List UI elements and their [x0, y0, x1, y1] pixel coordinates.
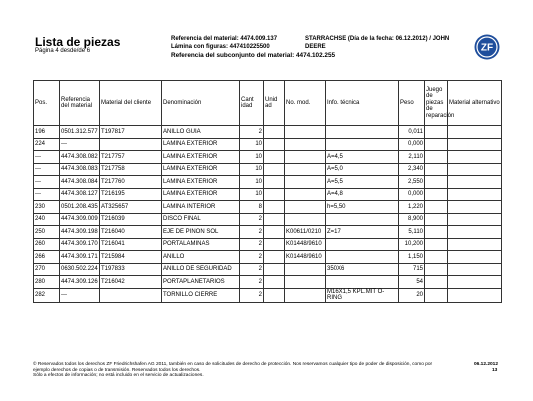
table-cell [264, 263, 285, 276]
table-cell: 2,550 [399, 176, 425, 189]
table-row [34, 251, 502, 264]
table-cell: T216039 [100, 213, 162, 226]
table-cell: 2 [240, 263, 264, 276]
table-cell: LAMINA EXTERIOR [162, 163, 240, 176]
legal-line-2: ejemplo derechos de copias o de transmisión. Reservados todos los derechos. [33, 367, 201, 373]
table-cell [264, 138, 285, 151]
table-cell [448, 263, 502, 276]
state-line-2: DEERE [305, 44, 326, 50]
column-header: Peso [399, 81, 425, 126]
state-line-1: STARRACHSE (Día de la fecha: 06.12.2012) / JOHN [305, 36, 450, 42]
table-cell: LAMINA INTERIOR [162, 201, 240, 214]
table-cell [448, 176, 502, 189]
table-cell: --- [34, 163, 60, 176]
table-cell [448, 163, 502, 176]
table-cell: T217760 [100, 176, 162, 189]
table-cell [326, 213, 399, 226]
table-cell: 54 [399, 276, 425, 289]
table-cell: K00611/0210 [285, 226, 326, 239]
table-cell: 250 [34, 226, 60, 239]
table-cell: 5,110 [399, 226, 425, 239]
table-row [34, 226, 502, 239]
table-cell: 10,200 [399, 238, 425, 251]
table-cell [425, 201, 448, 214]
table-cell: 4474.309.171 [60, 251, 100, 264]
table-cell: 0501.208.435 [60, 201, 100, 214]
column-header: Pos. [34, 81, 60, 126]
table-row [34, 138, 502, 151]
table-cell: A=5,5 [326, 176, 399, 189]
table-cell [264, 238, 285, 251]
page-title: Lista de piezas [35, 35, 121, 49]
table-cell [448, 251, 502, 264]
table-cell [326, 276, 399, 289]
table-cell: 4474.308.127 [60, 188, 100, 201]
table-body [34, 126, 502, 303]
table-row [34, 276, 502, 289]
table-cell: A=4,5 [326, 151, 399, 164]
logo-text: ZF [480, 42, 494, 54]
table-cell [425, 138, 448, 151]
table-cell: EJE DE PINON SOL [162, 226, 240, 239]
table-cell: 0501.312.577 [60, 126, 100, 139]
table-row [34, 201, 502, 214]
table-cell [448, 213, 502, 226]
drawing-sheet: Lámina con figuras: 447410225500 [171, 44, 270, 50]
table-cell [285, 138, 326, 151]
table-cell [285, 151, 326, 164]
table-cell [425, 263, 448, 276]
table-cell: 2 [240, 276, 264, 289]
table-cell [285, 126, 326, 139]
table-cell: h=5,50 [326, 201, 399, 214]
table-cell: K01448/9610 [285, 251, 326, 264]
table-cell: 2,340 [399, 163, 425, 176]
table-cell: T215984 [100, 251, 162, 264]
table-cell [448, 188, 502, 201]
table-cell: 715 [399, 263, 425, 276]
table-cell [100, 138, 162, 151]
table-cell: 10 [240, 163, 264, 176]
column-header: Cant idad [240, 81, 264, 126]
table-cell [264, 288, 285, 302]
footer-date: 06.12.2012 [474, 362, 499, 367]
table-cell: 224 [34, 138, 60, 151]
table-cell [264, 163, 285, 176]
table-cell: LAMINA EXTERIOR [162, 176, 240, 189]
table-row [34, 238, 502, 251]
footer-page-number: 13 [492, 368, 498, 373]
table-cell: 240 [34, 213, 60, 226]
table-cell: 8 [240, 201, 264, 214]
table-cell: 0630.502.224 [60, 263, 100, 276]
table-cell: 0,011 [399, 126, 425, 139]
parts-table [33, 80, 502, 303]
table-cell: --- [34, 188, 60, 201]
table-cell: ANILLO GUIA [162, 126, 240, 139]
table-cell: 266 [34, 251, 60, 264]
table-cell: 270 [34, 263, 60, 276]
table-row [34, 151, 502, 164]
table-cell [425, 288, 448, 302]
table-cell [425, 126, 448, 139]
table-cell: 2 [240, 238, 264, 251]
table-cell: T216042 [100, 276, 162, 289]
table-cell [425, 213, 448, 226]
table-row [34, 126, 502, 139]
column-header: Material alternativo [448, 81, 502, 126]
table-cell [448, 126, 502, 139]
table-cell: T197833 [100, 263, 162, 276]
table-cell [285, 188, 326, 201]
table-cell [285, 213, 326, 226]
table-cell: 230 [34, 201, 60, 214]
column-header: No. mod. [285, 81, 326, 126]
table-cell: 280 [34, 276, 60, 289]
table-cell: 0,000 [399, 188, 425, 201]
table-cell: 4474.309.170 [60, 238, 100, 251]
table-cell [448, 151, 502, 164]
table-cell [264, 151, 285, 164]
table-cell: LAMINA EXTERIOR [162, 138, 240, 151]
table-cell [448, 226, 502, 239]
table-cell: 8,900 [399, 213, 425, 226]
table-cell: 1,150 [399, 251, 425, 264]
table-row [34, 288, 502, 302]
table-cell: 2 [240, 126, 264, 139]
table-cell: Z=17 [326, 226, 399, 239]
table-cell: 282 [34, 288, 60, 302]
table-cell: T216040 [100, 226, 162, 239]
table-header-row [34, 81, 502, 126]
table-cell: 10 [240, 188, 264, 201]
table-cell [264, 201, 285, 214]
table-cell [326, 126, 399, 139]
page-info: Página 4 desde/de 6 [35, 48, 91, 54]
table-row [34, 213, 502, 226]
table-cell [264, 213, 285, 226]
table-cell: --- [34, 151, 60, 164]
table-row [34, 176, 502, 189]
column-header: Info. técnica [326, 81, 399, 126]
table-row [34, 163, 502, 176]
legal-line-1: © Reservados todos los derechos ZF Friedrichshafen AG 2011, también en caso de solicitudes de derecho de protección. Nos reservamos cualquier tipo de poder de disposición, como por [33, 362, 433, 367]
table-cell: 4474.309.126 [60, 276, 100, 289]
table-cell: A=5,0 [326, 163, 399, 176]
table-cell [448, 201, 502, 214]
table-cell [448, 138, 502, 151]
table-cell: DISCO FINAL [162, 213, 240, 226]
column-header: Material del cliente [100, 81, 162, 126]
table-cell: ANILLO [162, 251, 240, 264]
table-cell: 10 [240, 151, 264, 164]
table-cell [264, 276, 285, 289]
table-cell: 2 [240, 251, 264, 264]
table-cell: LAMINA EXTERIOR [162, 188, 240, 201]
table-cell: PORTAPLANETARIOS [162, 276, 240, 289]
table-cell: 10 [240, 138, 264, 151]
table-cell: 4474.308.083 [60, 163, 100, 176]
table-cell: 4474.309.009 [60, 213, 100, 226]
column-header: Juego de piezas de reparación [425, 81, 448, 126]
table-cell: --- [60, 138, 100, 151]
table-cell [285, 201, 326, 214]
table-cell: 10 [240, 176, 264, 189]
table-cell [425, 226, 448, 239]
column-header: Referencia del material [60, 81, 100, 126]
table-cell: A=4,8 [326, 188, 399, 201]
table-row [34, 263, 502, 276]
legal-notice [33, 362, 473, 379]
table-cell [285, 288, 326, 302]
table-cell: PORTALAMINAS [162, 238, 240, 251]
table-cell: 20 [399, 288, 425, 302]
table-cell: K01448/9610 [285, 238, 326, 251]
table-cell [425, 188, 448, 201]
table-cell: 0,000 [399, 138, 425, 151]
table-cell: 4474.308.084 [60, 176, 100, 189]
table-cell: 196 [34, 126, 60, 139]
table-cell [448, 288, 502, 302]
table-cell: T217758 [100, 163, 162, 176]
table-cell [425, 238, 448, 251]
table-cell: M16X1,5 KPL.MIT O-RING [326, 288, 399, 302]
table-cell: T216195 [100, 188, 162, 201]
table-cell: 1,220 [399, 201, 425, 214]
table-cell: T197817 [100, 126, 162, 139]
table-cell: 2 [240, 226, 264, 239]
table-cell [264, 188, 285, 201]
subassembly-reference: Referencia del subconjunto del material: 4474.102.255 [171, 52, 336, 59]
table-cell [326, 238, 399, 251]
table-cell [326, 138, 399, 151]
table-cell: 2 [240, 213, 264, 226]
table-cell [285, 263, 326, 276]
table-cell [285, 163, 326, 176]
table-cell: T217757 [100, 151, 162, 164]
table-cell: 2,110 [399, 151, 425, 164]
table-cell [326, 251, 399, 264]
table-cell: TORNILLO CIERRE [162, 288, 240, 302]
table-cell [425, 276, 448, 289]
table-cell: AT325657 [100, 201, 162, 214]
zf-logo-icon [474, 34, 500, 60]
table-cell: 350X6 [326, 263, 399, 276]
table-row [34, 188, 502, 201]
table-cell [448, 238, 502, 251]
table-cell: LAMINA EXTERIOR [162, 151, 240, 164]
table-cell: 4474.308.082 [60, 151, 100, 164]
table-cell [425, 163, 448, 176]
table-cell: 2 [240, 288, 264, 302]
table-cell [285, 176, 326, 189]
table-cell: 260 [34, 238, 60, 251]
column-header: Unid ad [264, 81, 285, 126]
table-cell: 4474.309.198 [60, 226, 100, 239]
table-cell [448, 276, 502, 289]
table-cell: ANILLO DE SEGURIDAD [162, 263, 240, 276]
table-cell [264, 226, 285, 239]
table-cell [425, 151, 448, 164]
table-cell [425, 251, 448, 264]
table-cell: T216041 [100, 238, 162, 251]
table-cell [425, 176, 448, 189]
material-reference: Referencia del material: 4474.009.137 [171, 36, 278, 42]
table-cell [100, 288, 162, 302]
table-cell: --- [60, 288, 100, 302]
table-cell [264, 176, 285, 189]
column-header: Denominación [162, 81, 240, 126]
table-cell: --- [34, 176, 60, 189]
table-cell [285, 276, 326, 289]
legal-line-3: Sólo a efectos de información; no está incluido en el servicio de actualizaciones. [33, 373, 204, 379]
table-cell [264, 251, 285, 264]
table-cell [264, 126, 285, 139]
